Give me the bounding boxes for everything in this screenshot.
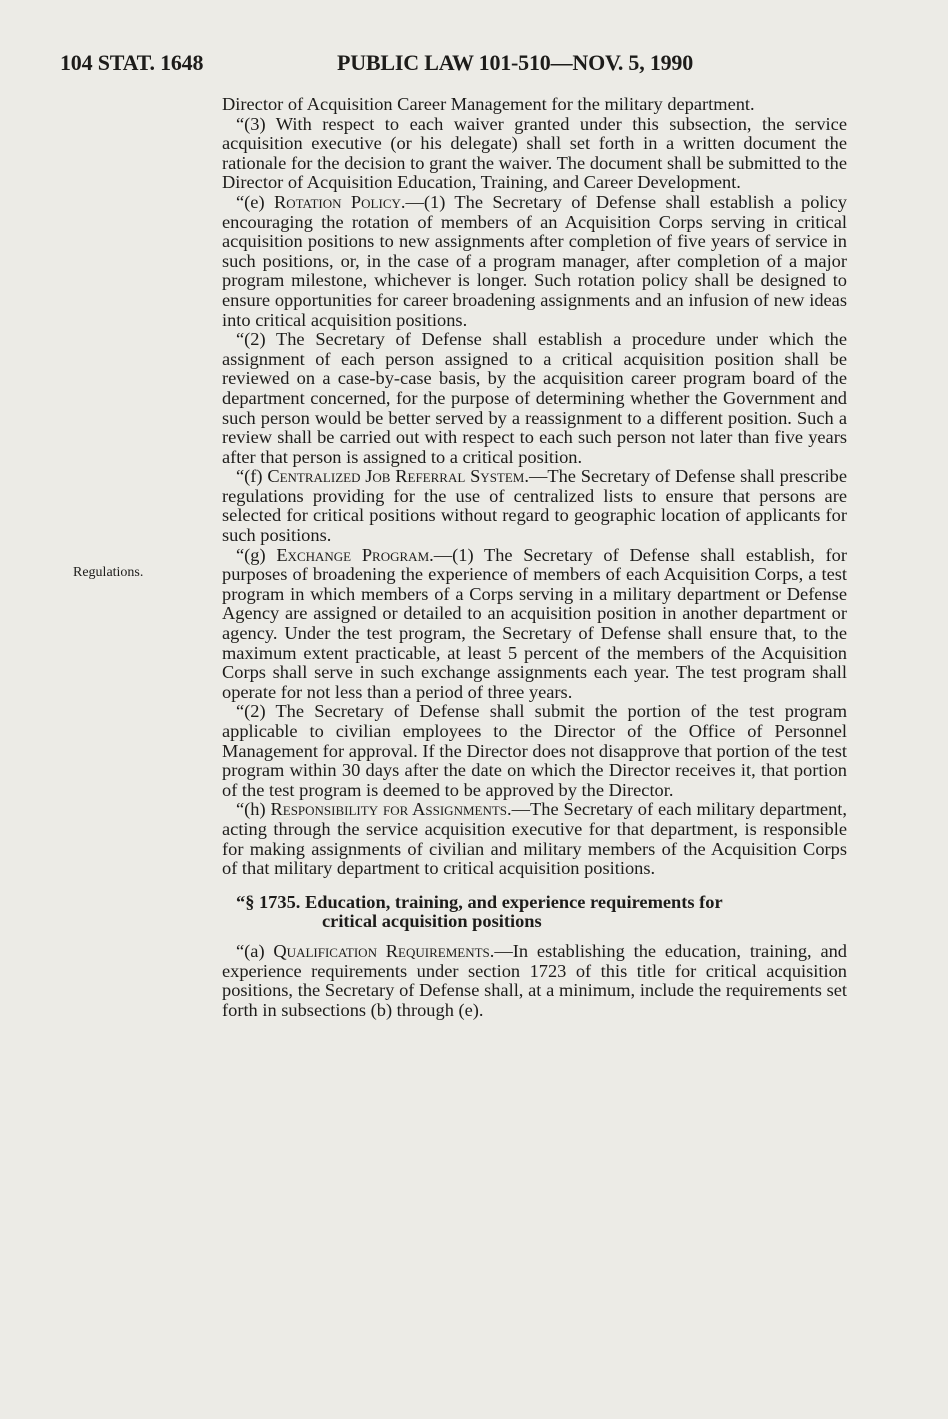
subsection-caption: Exchange Program — [276, 544, 430, 565]
public-law-reference: PUBLIC LAW 101-510—NOV. 5, 1990 — [337, 50, 694, 75]
paragraph-d3-waiver-rationale: “(3) With respect to each waiver granted under this subsection, the service acquisition executive (or his delegate) shall set forth in a written document the rationale for the decision to grant the waiver. The document shall be submitted to the Director of Acquisition Education, Training, and Career Development. — [222, 113, 847, 193]
paragraph-f-job-referral — [222, 467, 847, 545]
paragraph-body: .—(1) The Secretary of Defense shall establish, for purposes of broadening the experience of members of each Acquisition Corps, a test program in which members of a Corps serving in a military department or Defense Agency are assigned or detailed to an acquisition position in another department or agency. Under the test program, the Secretary of Defense shall ensure that, to the maximum extent practicable, at least 5 percent of the members of the Acquisition Corps shall serve in such exchange assignments each year. The test program shall operate for not less than a period of three years. — [222, 544, 847, 702]
paragraph-director-continuation: Director of Acquisition Career Management for the military department. — [222, 94, 755, 114]
paragraph-g1-exchange-program — [222, 546, 847, 703]
stat-page-reference: 104 STAT. 1648 — [60, 50, 204, 75]
statute-text — [222, 95, 847, 1020]
section-1735-heading — [222, 893, 847, 932]
paragraph-prefix: “(a) — [236, 940, 274, 961]
paragraph-e2-review-procedure: “(2) The Secretary of Defense shall establish a procedure under which the assignment of each person assigned to a critical acquisition position shall be reviewed on a case-by-case basis, by the acquisition career program board of the department concerned, for the purpose of determining whether the Government and such person would be better served by a reassignment to a different position. Such a review shall be carried out with respect to each such person not later than five years after that person is assigned to a critical position. — [222, 329, 847, 467]
subsection-caption: Responsibility for Assignments — [270, 799, 508, 820]
paragraph-body: .—The Secretary of each military department, acting through the service acquisition executive for that department, is responsible for making assignments of civilian and military members of the Acquisition Corps of that military department to critical acquisition positions. — [222, 799, 847, 879]
subsection-caption: Centralized Job Referral System — [267, 466, 525, 487]
paragraph-body: .—The Secretary of Defense shall prescribe regulations providing for the use of centralized lists to ensure that persons are selected for critical positions without regard to geographic location of applicants for such positions. — [222, 466, 847, 546]
subsection-caption: Qualification Requirements — [273, 940, 490, 961]
paragraph-prefix: “(e) — [236, 191, 274, 212]
paragraph-prefix: “(f) — [236, 466, 268, 487]
paragraph-prefix: “(g) — [236, 544, 277, 565]
subsection-caption: Rotation Policy — [273, 191, 401, 212]
paragraph-body: .—(1) The Secretary of Defense shall establish a policy encouraging the rotation of members of an Acquisition Corps serving in critical acquisition positions to new assignments after completion of five years of service in such positions, or, in the case of a program manager, after completion of a major program milestone, whichever is longer. Such rotation policy shall be designed to ensure opportunities for career broadening assignments and an infusion of new ideas into critical acquisition positions. — [222, 191, 848, 330]
paragraph-body: .—In establishing the education, training, and experience requirements under section 1723 of this title for critical acquisition positions, the Secretary of Defense shall, at a minimum, include the requirements set forth in subsections (b) through (e). — [222, 940, 848, 1020]
paragraph-h-assignments — [222, 800, 847, 878]
paragraph-g2-opm-approval: “(2) The Secretary of Defense shall submit the portion of the test program applicable to civilian employees to the Director of the Office of Personnel Management for approval. If the Director does not disapprove that portion of the test program within 30 days after the date on which the Director receives it, that portion of the test program is deemed to be approved by the Director. — [222, 701, 847, 800]
paragraph-e1-rotation-policy — [222, 193, 847, 330]
running-head — [60, 50, 820, 80]
section-heading-line-2: critical acquisition positions — [322, 911, 542, 932]
paragraph-prefix: “(h) — [236, 799, 271, 820]
margin-note-regulations: Regulations. — [73, 565, 144, 580]
section-heading-line-1: “§ 1735. Education, training, and experience requirements for — [236, 891, 723, 912]
paragraph-a-qualification-requirements — [222, 942, 847, 1020]
